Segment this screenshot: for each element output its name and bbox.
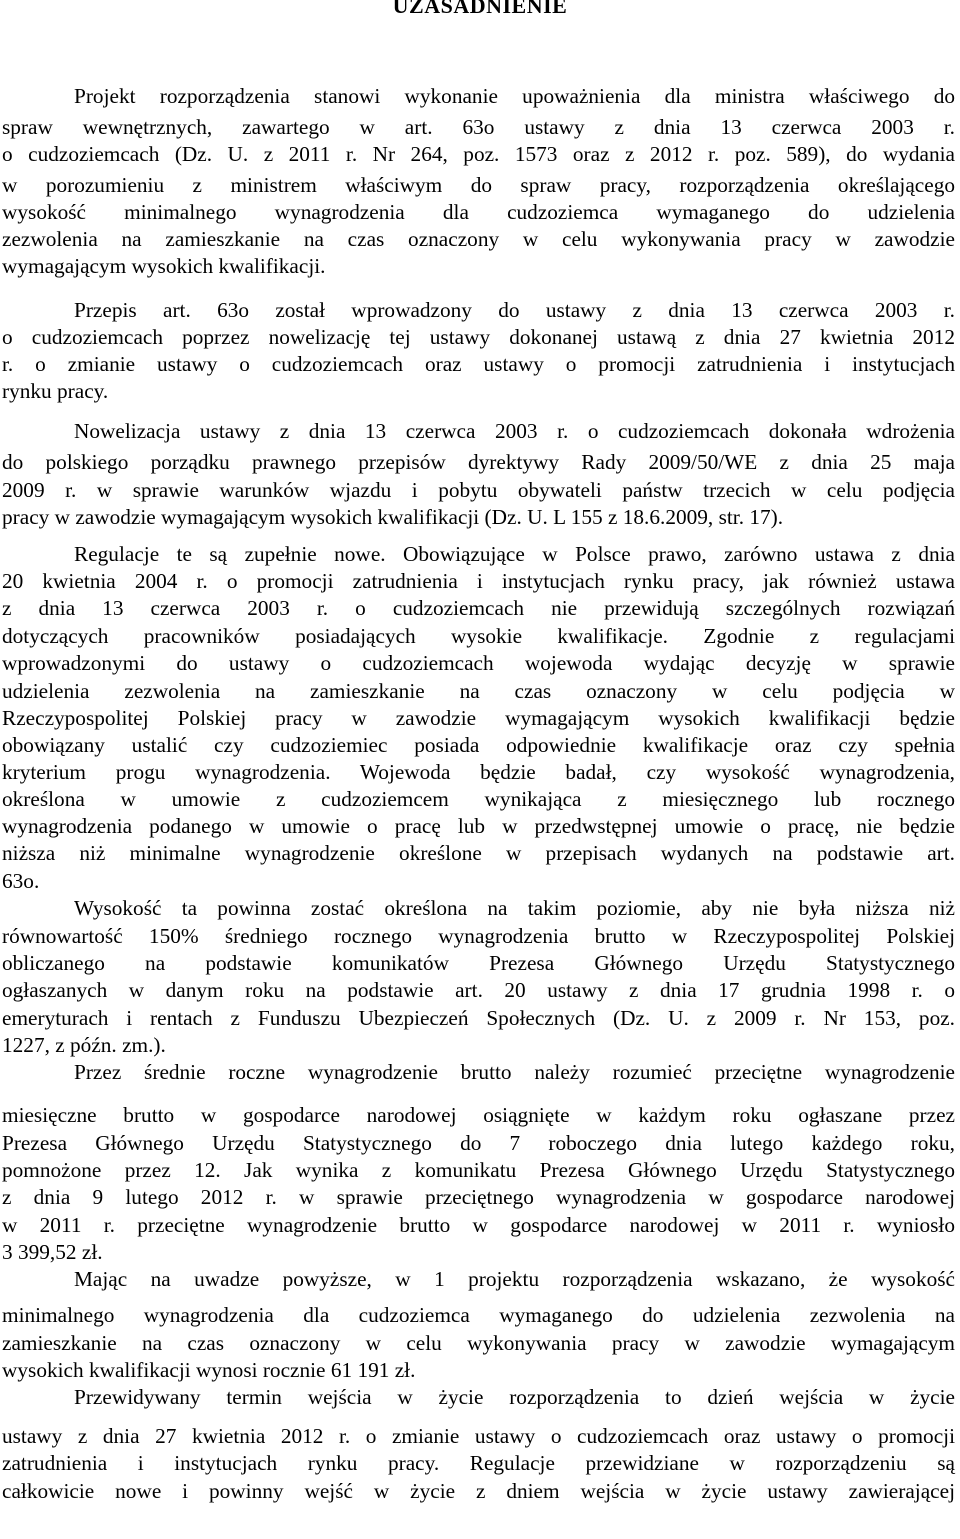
- text-line: Przepis art. 63o został wprowadzony do ustawy z dnia 13 czerwca 2003 r.: [74, 298, 955, 322]
- text-line: dotyczących pracowników posiadających wysokie kwalifikacje. Zgodnie z regulacjami: [2, 624, 955, 648]
- text-line: zamieszkanie na czas oznaczony w celu wykonywania pracy w zawodzie wymagającym: [2, 1331, 955, 1355]
- text-line: Nowelizacja ustawy z dnia 13 czerwca 2003 r. o cudzoziemcach dokonała wdrożenia: [74, 419, 955, 443]
- text-line: 3 399,52 zł.: [2, 1240, 103, 1264]
- text-line: r. o zmianie ustawy o cudzoziemcach oraz ustawy o promocji zatrudnienia i instytucjach: [2, 352, 955, 376]
- text-line: obliczanego na podstawie komunikatów Prezesa Głównego Urzędu Statystycznego: [2, 951, 955, 975]
- text-line: minimalnego wynagrodzenia dla cudzoziemca wymaganego do udzielenia zezwolenia na: [2, 1303, 955, 1327]
- text-line: wymagającym wysokich kwalifikacji.: [2, 254, 326, 278]
- text-line: 63o.: [2, 869, 40, 893]
- text-line: 1227, z późn. zm.).: [2, 1033, 166, 1057]
- text-line: Przewidywany termin wejścia w życie rozporządzenia to dzień wejścia w życie: [74, 1385, 955, 1409]
- text-line: udzielenia zezwolenia na zamieszkanie na czas oznaczony w celu podjęcia w: [2, 679, 955, 703]
- document-title: UZASADNIENIE: [392, 0, 568, 18]
- text-line: w porozumieniu z ministrem właściwym do spraw pracy, rozporządzenia określającego: [2, 173, 955, 197]
- text-line: o cudzoziemcach poprzez nowelizację tej ustawy dokonanej ustawą z dnia 27 kwietnia 2012: [2, 325, 955, 349]
- text-line: Regulacje te są zupełnie nowe. Obowiązujące w Polsce prawo, zarówno ustawa z dnia: [74, 542, 955, 566]
- text-line: Rzeczypospolitej Polskiej pracy w zawodzie wymagającym wysokich kwalifikacji będzie: [2, 706, 955, 730]
- text-line: wynagrodzenia podanego w umowie o pracę lub w przedwstępnej umowie o pracę, nie będzie: [2, 814, 955, 838]
- text-line: rynku pracy.: [2, 379, 109, 403]
- text-line: ustawy z dnia 27 kwietnia 2012 r. o zmianie ustawy o cudzoziemcach oraz ustawy o promocji: [2, 1424, 955, 1448]
- text-line: równowartość 150% średniego rocznego wynagrodzenia brutto w Rzeczypospolitej Polskiej: [2, 924, 955, 948]
- text-line: zatrudnienia i instytucjach rynku pracy. Regulacje przewidziane w rozporządzeniu są: [2, 1451, 955, 1475]
- text-line: Wysokość ta powinna zostać określona na takim poziomie, aby nie była niższa niż: [74, 896, 955, 920]
- text-line: miesięczne brutto w gospodarce narodowej osiągnięte w każdym roku ogłaszane przez: [2, 1103, 955, 1127]
- text-line: wysokość minimalnego wynagrodzenia dla cudzoziemca wymaganego do udzielenia: [2, 200, 955, 224]
- text-line: spraw wewnętrznych, zawartego w art. 63o ustawy z dnia 13 czerwca 2003 r.: [2, 115, 955, 139]
- text-line: 20 kwietnia 2004 r. o promocji zatrudnienia i instytucjach rynku pracy, jak również ustawa: [2, 569, 955, 593]
- text-line: w 2011 r. przeciętne wynagrodzenie brutto w gospodarce narodowej w 2011 r. wyniosło: [2, 1213, 955, 1237]
- text-line: określona w umowie z cudzoziemcem wynikająca z miesięcznego lub rocznego: [2, 787, 955, 811]
- text-line: ogłaszanych w danym roku na podstawie art. 20 ustawy z dnia 17 grudnia 1998 r. o: [2, 978, 955, 1002]
- text-line: 2009 r. w sprawie warunków wjazdu i pobytu obywateli państw trzecich w celu podjęcia: [2, 478, 955, 502]
- text-line: zezwolenia na zamieszkanie na czas oznaczony w celu wykonywania pracy w zawodzie: [2, 227, 955, 251]
- text-line: o cudzoziemcach (Dz. U. z 2011 r. Nr 264, poz. 1573 oraz z 2012 r. poz. 589), do wydania: [2, 142, 955, 166]
- text-line: obowiązany ustalić czy cudzoziemiec posiada odpowiednie kwalifikacje oraz czy spełnia: [2, 733, 955, 757]
- text-line: Mając na uwadze powyższe, w 1 projektu rozporządzenia wskazano, że wysokość: [74, 1267, 955, 1291]
- text-line: całkowicie nowe i powinny wejść w życie z dniem wejścia w życie ustawy zawierającej: [2, 1479, 955, 1503]
- text-line: Prezesa Głównego Urzędu Statystycznego do 7 roboczego dnia lutego każdego roku,: [2, 1131, 955, 1155]
- text-line: pracy w zawodzie wymagającym wysokich kwalifikacji (Dz. U. L 155 z 18.6.2009, str. 17).: [2, 505, 784, 529]
- text-line: z dnia 9 lutego 2012 r. w sprawie przeciętnego wynagrodzenia w gospodarce narodowej: [2, 1185, 955, 1209]
- text-line: pomnożone przez 12. Jak wynika z komunikatu Prezesa Głównego Urzędu Statystycznego: [2, 1158, 955, 1182]
- text-line: Projekt rozporządzenia stanowi wykonanie upoważnienia dla ministra właściwego do: [74, 84, 955, 108]
- text-line: Przez średnie roczne wynagrodzenie brutto należy rozumieć przeciętne wynagrodzenie: [74, 1060, 955, 1084]
- text-line: emeryturach i rentach z Funduszu Ubezpieczeń Społecznych (Dz. U. z 2009 r. Nr 153, poz.: [2, 1006, 955, 1030]
- text-line: wprowadzonymi do ustawy o cudzoziemcach wojewoda wydając decyzję w sprawie: [2, 651, 955, 675]
- text-line: wysokich kwalifikacji wynosi rocznie 61 191 zł.: [2, 1358, 416, 1382]
- text-line: do polskiego porządku prawnego przepisów dyrektywy Rady 2009/50/WE z dnia 25 maja: [2, 450, 955, 474]
- text-line: niższa niż minimalne wynagrodzenie określone w przepisach wydanych na podstawie art.: [2, 841, 955, 865]
- text-line: kryterium progu wynagrodzenia. Wojewoda będzie badał, czy wysokość wynagrodzenia,: [2, 760, 955, 784]
- text-line: z dnia 13 czerwca 2003 r. o cudzoziemcach nie przewidują szczególnych rozwiązań: [2, 596, 955, 620]
